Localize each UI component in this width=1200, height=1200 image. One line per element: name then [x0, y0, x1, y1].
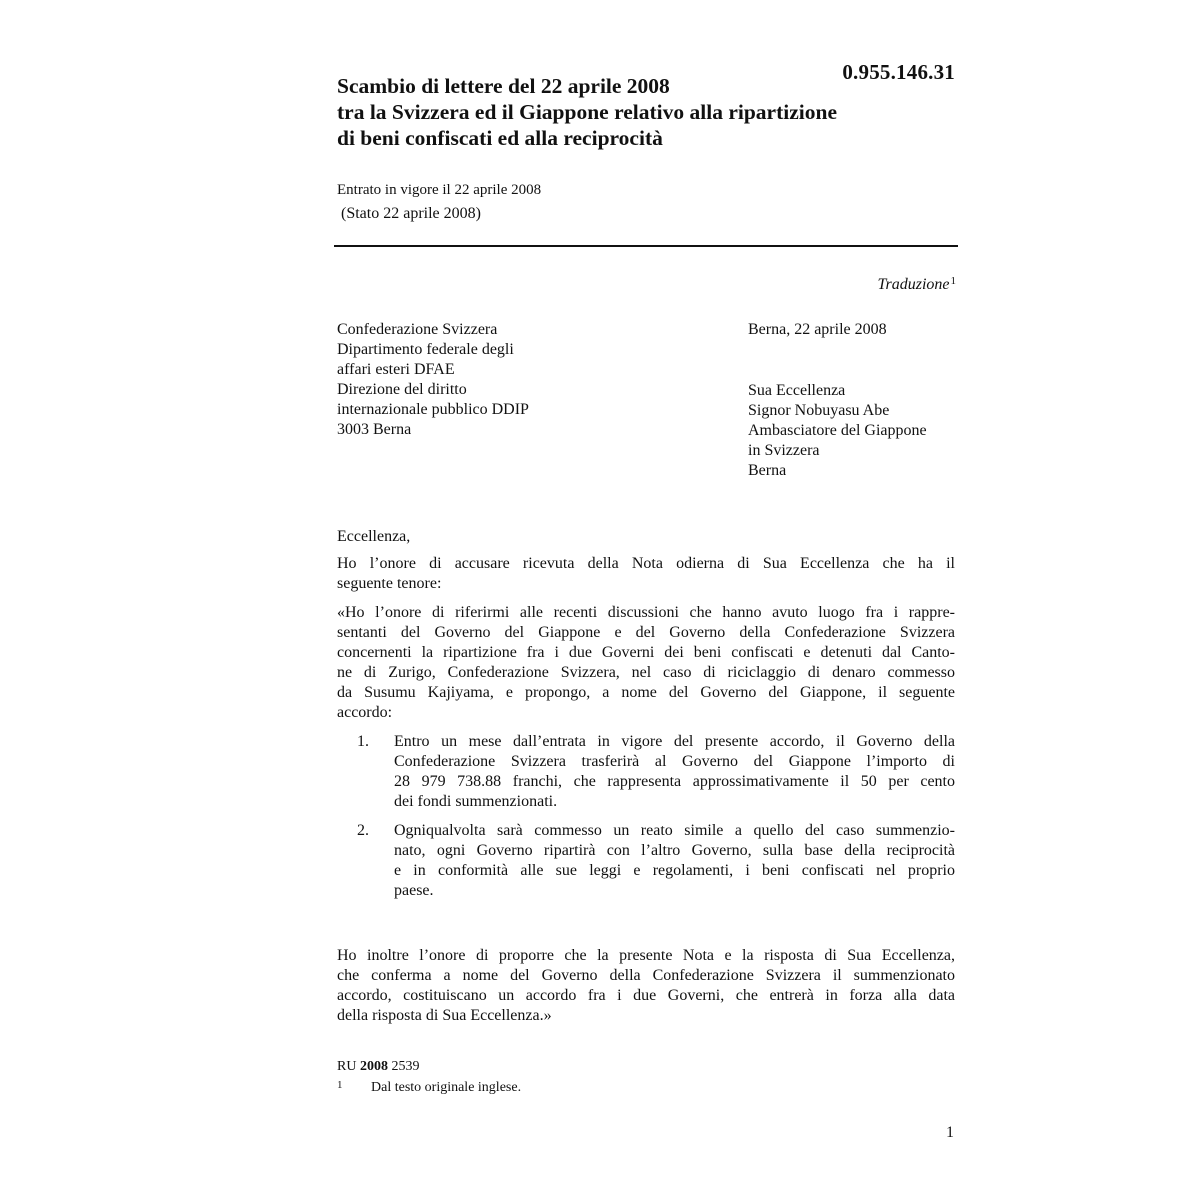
- recipient-line: Signor Nobuyasu Abe: [748, 402, 890, 419]
- paragraph-line: nato, ogni Governo ripartirà con l’altro Governo, sulla base della reciprocità: [394, 842, 955, 859]
- status-date: (Stato 22 aprile 2008): [341, 205, 481, 222]
- title-line: tra la Svizzera ed il Giappone relativo alla ripartizione: [337, 100, 838, 124]
- footnote-reference: 1: [950, 275, 956, 287]
- sender-line: affari esteri DFAE: [337, 361, 455, 378]
- paragraph-line: paese.: [394, 882, 434, 899]
- title-line: di beni confiscati ed alla reciprocità: [337, 126, 663, 150]
- list-item-text: [394, 821, 955, 901]
- paragraph-line: Confederazione Svizzera trasferirà al Governo del Giappone l’importo di: [394, 753, 955, 770]
- intro-paragraph: [337, 554, 955, 594]
- translation-note: [700, 276, 956, 294]
- recipient-line: Ambasciatore del Giappone: [748, 422, 927, 439]
- paragraph-line: e in conformità alle sue leggi e regolamenti, i beni confiscati nel proprio: [394, 862, 955, 879]
- sr-number: 0.955.146.31: [842, 60, 955, 84]
- paragraph-line: seguente tenore:: [337, 575, 442, 592]
- footnote-number: 1: [337, 1079, 343, 1091]
- paragraph-line: Entro un mese dall’entrata in vigore del presente accordo, il Governo della: [394, 733, 955, 750]
- paragraph-line: Ogniqualvolta sarà commesso un reato simile a quello del caso summenzio-: [394, 822, 955, 839]
- quote-paragraph: [337, 603, 955, 723]
- paragraph-line: ne di Zurigo, Confederazione Svizzera, nel caso di riciclaggio di denaro commesso: [337, 664, 955, 681]
- paragraph-line: Ho inoltre l’onore di proporre che la presente Nota e la risposta di Sua Eccellenza,: [337, 947, 955, 964]
- entry-into-force: Entrato in vigore il 22 aprile 2008: [337, 182, 542, 198]
- list-item-number: 1.: [357, 733, 369, 750]
- official-compilation-reference: [337, 1059, 419, 1075]
- footnote-text: Dal testo originale inglese.: [371, 1080, 522, 1095]
- paragraph-line: dei fondi summenzionati.: [394, 793, 558, 810]
- header-divider: [334, 245, 958, 247]
- ru-prefix: RU: [337, 1059, 357, 1074]
- list-item-text: [394, 732, 955, 812]
- ru-year: 2008: [359, 1059, 388, 1074]
- closing-paragraph: [337, 946, 955, 1026]
- salutation: Eccellenza,: [337, 528, 411, 545]
- footnote: [337, 1080, 521, 1096]
- place-date: Berna, 22 aprile 2008: [748, 321, 887, 338]
- paragraph-line: accordo, costituiscano un accordo fra i due Governi, che entrerà in forza alla data: [337, 987, 955, 1004]
- sender-line: internazionale pubblico DDIP: [337, 401, 529, 418]
- sender-address: [337, 320, 529, 440]
- paragraph-line: da Susumu Kajiyama, e propongo, a nome del Governo del Giappone, il seguente: [337, 684, 955, 701]
- paragraph-line: della risposta di Sua Eccellenza.»: [337, 1007, 552, 1024]
- paragraph-line: che conferma a nome del Governo della Confederazione Svizzera il summenzionato: [337, 967, 955, 984]
- sender-line: 3003 Berna: [337, 421, 412, 438]
- list-item-number: 2.: [357, 822, 369, 839]
- document-title: [337, 73, 937, 151]
- recipient-line: Sua Eccellenza: [748, 382, 846, 399]
- paragraph-line: «Ho l’onore di riferirmi alle recenti discussioni che hanno avuto luogo fra i rappre-: [337, 604, 955, 621]
- sender-line: Direzione del diritto: [337, 381, 467, 398]
- paragraph-line: concernenti la ripartizione fra i due Governi dei beni confiscati e detenuti dal Canto-: [337, 644, 955, 661]
- recipient-line: in Svizzera: [748, 442, 820, 459]
- paragraph-line: Ho l’onore di accusare ricevuta della Nota odierna di Sua Eccellenza che ha il: [337, 555, 955, 572]
- paragraph-line: 28 979 738.88 franchi, che rappresenta approssimativamente il 50 per cento: [394, 773, 955, 790]
- recipient-address: [748, 381, 927, 481]
- paragraph-line: accordo:: [337, 704, 393, 721]
- paragraph-line: sentanti del Governo del Giappone e del Governo della Confederazione Svizzera: [337, 624, 955, 641]
- ru-page: 2539: [391, 1059, 420, 1074]
- sender-line: Dipartimento federale degli: [337, 341, 514, 358]
- recipient-line: Berna: [748, 462, 787, 479]
- translation-label: Traduzione: [877, 276, 950, 293]
- page-number: 1: [946, 1124, 954, 1141]
- title-line: Scambio di lettere del 22 aprile 2008: [337, 74, 670, 98]
- sender-line: Confederazione Svizzera: [337, 321, 498, 338]
